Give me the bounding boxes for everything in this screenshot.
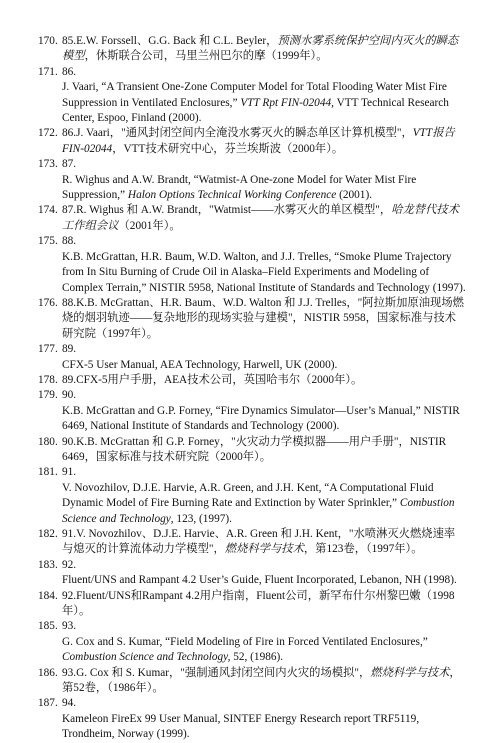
entry-line [62,96,478,111]
entry-line [62,203,478,218]
entry-number: 179. [38,389,58,402]
reference-entry [38,126,478,157]
reference-entry [38,589,478,620]
text-segment: 第52卷，（1986年）。 [62,682,164,695]
text-segment: Fluent/UNS and Rampant 4.2 User’s Guide, Fluent Incorporated, Lebanon, NH (1998). [62,574,457,587]
entry-text [62,435,478,466]
entry-number: 181. [38,466,58,479]
entry-text [62,666,478,697]
reference-entry [38,527,478,558]
entry-text [62,157,478,203]
entry-line [62,173,478,188]
text-segment: 87.R. Wighus 和 A.W. Brandt，"Watmist——水雾灭火的单区模型"， [62,204,392,217]
entry-line [62,666,478,681]
text-segment: ，第123卷，（1997年）。 [303,543,423,556]
text-segment: Trondheim, Norway (1999). [62,728,190,741]
entry-line [62,619,478,634]
entry-line [62,481,478,496]
entry-line [62,157,478,172]
reference-entry [38,342,478,373]
entry-line [62,573,478,588]
entry-line [62,265,478,280]
text-segment: (2001). [336,189,373,202]
entry-number: 174. [38,204,58,217]
entry-number: 180. [38,435,58,448]
reference-entry [38,465,478,527]
reference-entry [38,203,478,234]
text-segment: Kameleon FireEx 99 User Manual, SINTEF Energy Research report TRF5119, [62,712,420,725]
italic-text: VTT Rpt FIN-02044, [240,96,334,109]
text-segment: Complex Terrain,” NISTIR 5958, National Institute of Standards and Technology (1997). [62,281,466,294]
text-segment: Center, Espoo, Finland (2000). [62,112,202,125]
entry-line [62,219,478,234]
entry-text [62,558,478,589]
entry-line [62,681,478,696]
reference-entry [38,157,478,203]
text-segment: ，VTT技术研究中心，芬兰埃斯波（2000年）。 [112,142,344,155]
entry-line [62,388,478,403]
entry-line [62,496,478,511]
entry-line [62,327,478,342]
italic-text: 预测水雾系统保护空间内灭火的瞬态 [277,35,459,47]
entry-line [62,342,478,357]
text-segment: J. Vaari, “A Transient One-Zone Computer Model for Total Flooding Water Mist Fire [62,81,447,94]
entry-text [62,65,478,127]
text-segment: 52, (1986). [230,651,284,664]
text-segment: （2001年）。 [118,219,181,232]
text-segment: ， [449,666,461,679]
italic-text: 燃烧科学与技术 [370,666,450,679]
entry-number: 187. [38,697,58,710]
entry-line [62,80,478,95]
reference-entry [38,373,478,388]
entry-line [62,435,478,450]
entry-number: 185. [38,620,58,633]
text-segment: Dynamic Model of Fire Burning Rate and Extinction by Water Sprinkler,” [62,497,400,510]
italic-text: Halon Options Technical Working Conference [127,189,337,202]
entry-line [62,419,478,434]
entry-text [62,527,478,558]
entry-number: 175. [38,235,58,248]
text-segment: 研究院（1997年）。 [62,327,159,340]
entry-line [62,34,478,49]
text-segment: 90.K.B. McGrattan 和 G.P. Forney，"火灾动力学模拟器——用户手册"，NISTIR [62,435,447,448]
entry-number: 171. [38,65,58,78]
text-segment: K.B. McGrattan and G.P. Forney, “Fire Dynamics Simulator—User’s Manual,” NISTIR [62,404,460,417]
entry-text [62,342,478,373]
entry-line [62,311,478,326]
text-segment: 93.G. Cox 和 S. Kumar，"强制通风封闭空间内火灾的场模拟"， [62,666,371,679]
entry-text [62,203,478,234]
text-segment: Suppression in Ventilated Enclosures,” [62,96,241,109]
entry-number: 173. [38,158,58,171]
entry-line [62,558,478,573]
reference-list [38,34,478,743]
text-segment: 87. [62,158,77,171]
entry-line [62,727,478,742]
text-segment: 86.J. Vaari，"通风封闭空间内全淹没水雾灭火的瞬态单区计算机模型"， [62,127,413,140]
text-segment: 91. [62,466,77,479]
entry-line [62,126,478,141]
entry-text [62,589,478,620]
text-segment: G. Cox and S. Kumar, “Field Modeling of Fire in Forced Ventilated Enclosures,” [62,635,428,648]
reference-entry [38,435,478,466]
reference-entry [38,619,478,665]
entry-line [62,650,478,665]
entry-line [62,542,478,557]
italic-text: Combustion Science and Technology, [62,651,231,664]
text-segment: CFX-5 User Manual, AEA Technology, Harwell, UK (2000). [62,358,338,371]
entry-line [62,250,478,265]
entry-line [62,712,478,727]
text-segment: K.B. McGrattan, H.R. Baum, W.D. Walton, and J.J. Trelles, “Smoke Plume Trajectory [62,250,452,263]
entry-number: 183. [38,558,58,571]
entry-line [62,512,478,527]
text-segment: 89.CFX-5用户手册，AEA技术公司，英国哈韦尔（2000年）。 [62,373,363,386]
italic-text: 哈龙替代技术 [391,204,459,217]
reference-entry [38,296,478,342]
entry-line [62,65,478,80]
entry-line [62,296,478,311]
text-segment: , 123, (1997). [170,512,232,525]
italic-text: Science and Technology [62,512,171,525]
text-segment: V. Novozhilov, D.J.E. Harvie, A.R. Green, and J.H. Kent, “A Computational Fluid [62,481,434,494]
text-segment: 94. [62,697,77,710]
text-segment: 烧的烟羽轨迹——复杂地形的现场实验与建模"，NISTIR 5958，国家标准与技术 [62,312,457,325]
text-segment: 89. [62,343,77,356]
reference-entry [38,696,478,742]
italic-text: VTT报告 [412,127,455,140]
text-segment: 93. [62,620,77,633]
text-segment: VTT Technical Research [333,96,449,109]
italic-text: 燃烧科学与技术 [224,543,304,556]
entry-number: 176. [38,296,58,309]
entry-line [62,604,478,619]
text-segment: 年）。 [62,605,91,618]
text-segment: from In Situ Burning of Crude Oil in Alaska–Field Experiments and Modeling of [62,266,430,279]
entry-text [62,234,478,296]
text-segment: 与熄灭的计算流体动力学模型"， [62,543,225,556]
text-segment: 86. [62,65,77,78]
entry-line [62,373,478,388]
entry-number: 170. [38,35,58,47]
text-segment: 90. [62,389,77,402]
italic-text: 工作组会议 [62,219,119,232]
entry-line [62,696,478,711]
text-segment: 6469, National Institute of Standards and Technology (2000). [62,420,340,433]
reference-entry [38,234,478,296]
entry-line [62,358,478,373]
reference-entry [38,558,478,589]
entry-text [62,373,478,388]
text-segment: 6469，国家标准与技术研究院（2000年）。 [62,450,271,463]
reference-entry [38,65,478,127]
text-segment: 91.V. Novozhilov、D.J.E. Harvie、A.R. Green 和 J.H. Kent，"水喷淋灭火燃烧速率 [62,528,456,540]
entry-text [62,696,478,742]
text-segment: R. Wighus and A.W. Brandt, “Watmist-A One-zone Model for Water Mist Fire [62,173,417,186]
italic-text: 模型 [62,50,85,63]
text-segment: Suppression,” [62,189,128,202]
entry-text [62,388,478,434]
entry-text [62,34,478,65]
text-segment: 88.K.B. McGrattan、H.R. Baum、W.D. Walton 和 J.J. Trelles，"阿拉斯加原油现场燃 [62,296,464,309]
italic-text: Combustion [399,497,455,510]
entry-line [62,49,478,64]
entry-text [62,619,478,665]
entry-number: 178. [38,373,58,386]
entry-number: 182. [38,528,58,540]
reference-entry [38,388,478,434]
entry-text [62,465,478,527]
text-segment: 88. [62,235,77,248]
entry-text [62,296,478,342]
entry-number: 177. [38,343,58,356]
entry-line [62,527,478,542]
entry-line [62,450,478,465]
text-segment: 92. [62,558,77,571]
entry-line [62,111,478,126]
entry-line [62,635,478,650]
entry-line [62,281,478,296]
italic-text: FIN-02044 [62,142,113,155]
entry-number: 172. [38,127,58,140]
entry-line [62,465,478,480]
reference-entry [38,34,478,65]
entry-line [62,234,478,249]
text-segment: ，休斯联合公司，马里兰州巴尔的摩（1999年）。 [84,50,328,63]
reference-entry [38,666,478,697]
text-segment: 85.E.W. Forssell、G.G. Back 和 C.L. Beyler， [62,35,278,47]
entry-line [62,589,478,604]
text-segment: 92.Fluent/UNS和Rampant 4.2用户指南，Fluent公司，新罕布什尔州黎巴嫩（1998 [62,589,455,602]
entry-number: 184. [38,589,58,602]
entry-number: 186. [38,666,58,679]
entry-text [62,126,478,157]
entry-line [62,142,478,157]
entry-line [62,188,478,203]
entry-line [62,404,478,419]
